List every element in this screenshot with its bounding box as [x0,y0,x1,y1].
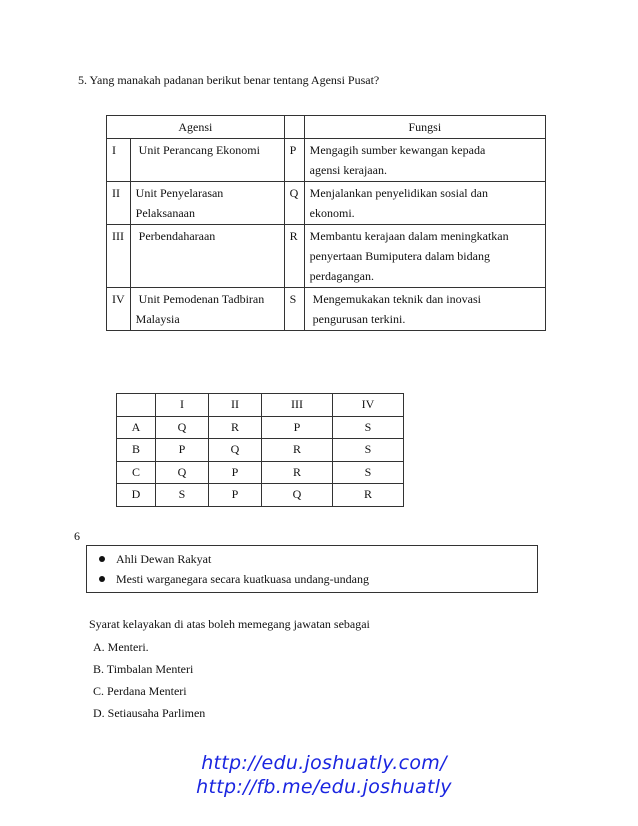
roman-numeral: I [107,139,131,182]
agency-name: Unit Pemodenan Tadbiran Malaysia [130,288,284,331]
table-row [107,139,546,182]
function-desc: Mengagih sumber kewangan kepada agensi kerajaan. [304,139,545,182]
footer-link-website[interactable]: http://edu.joshuatly.com/ [201,752,447,774]
table-row [107,225,546,288]
header-agensi: Agensi [107,116,285,139]
question-6-text: Syarat kelayakan di atas boleh memegang jawatan sebagai [89,617,370,631]
function-key: S [284,288,304,331]
roman-numeral: II [107,182,131,225]
table-row [107,288,546,331]
function-desc: Membantu kerajaan dalam meningkatkan penyertaan Bumiputera dalam bidang perdagangan. [304,225,545,288]
answer-cell: P [209,484,262,507]
answer-cell: Q [156,416,209,439]
answer-cell: R [262,439,333,462]
answer-cell: R [209,416,262,439]
bullet-icon [99,556,105,562]
answer-cell: R [333,484,404,507]
criteria-item: Mesti warganegara secara kuatkuasa undang-undang [99,572,369,587]
criteria-item: Ahli Dewan Rakyat [99,552,211,567]
answer-cell: P [209,461,262,484]
answer-row [117,484,404,507]
answer-cell: Q [156,461,209,484]
function-key: Q [284,182,304,225]
answer-header-cell: IV [333,394,404,417]
answer-cell: S [333,416,404,439]
answer-header-cell: I [156,394,209,417]
bullet-icon [99,576,105,582]
answer-cell: A [117,416,156,439]
question-5-text: 5. Yang manakah padanan berikut benar tentang Agensi Pusat? [78,73,380,87]
answer-cell: P [156,439,209,462]
criteria-box [86,545,538,593]
function-desc: Mengemukakan teknik dan inovasi pengurusan terkini. [304,288,545,331]
answer-cell: S [333,461,404,484]
answer-cell: Q [209,439,262,462]
option-c: C. Perdana Menteri [93,684,187,698]
option-d: D. Setiausaha Parlimen [93,706,206,720]
function-desc: Menjalankan penyelidikan sosial dan ekonomi. [304,182,545,225]
header-blank [284,116,304,139]
agency-name: Perbendaharaan [130,225,284,288]
answer-header-cell: II [209,394,262,417]
option-a: A. Menteri. [93,640,149,654]
answer-options-table [116,393,404,507]
roman-numeral: III [107,225,131,288]
question-6-number: 6 [74,529,80,543]
answer-cell: B [117,439,156,462]
answer-header-cell: III [262,394,333,417]
header-fungsi: Fungsi [304,116,545,139]
agency-function-table [106,115,546,331]
agency-name: Unit Perancang Ekonomi [130,139,284,182]
table-header-row [107,116,546,139]
function-key: P [284,139,304,182]
answer-cell: C [117,461,156,484]
option-b: B. Timbalan Menteri [93,662,194,676]
table-row [107,182,546,225]
agency-name: Unit Penyelarasan Pelaksanaan [130,182,284,225]
answer-cell: S [156,484,209,507]
answer-row [117,416,404,439]
answer-cell: S [333,439,404,462]
answer-cell: Q [262,484,333,507]
answer-cell: R [262,461,333,484]
answer-header-row [117,394,404,417]
answer-cell: D [117,484,156,507]
roman-numeral: IV [107,288,131,331]
answer-row [117,439,404,462]
footer-link-facebook[interactable]: http://fb.me/edu.joshuatly [196,776,452,798]
answer-cell: P [262,416,333,439]
answer-row [117,461,404,484]
function-key: R [284,225,304,288]
answer-header-cell [117,394,156,417]
